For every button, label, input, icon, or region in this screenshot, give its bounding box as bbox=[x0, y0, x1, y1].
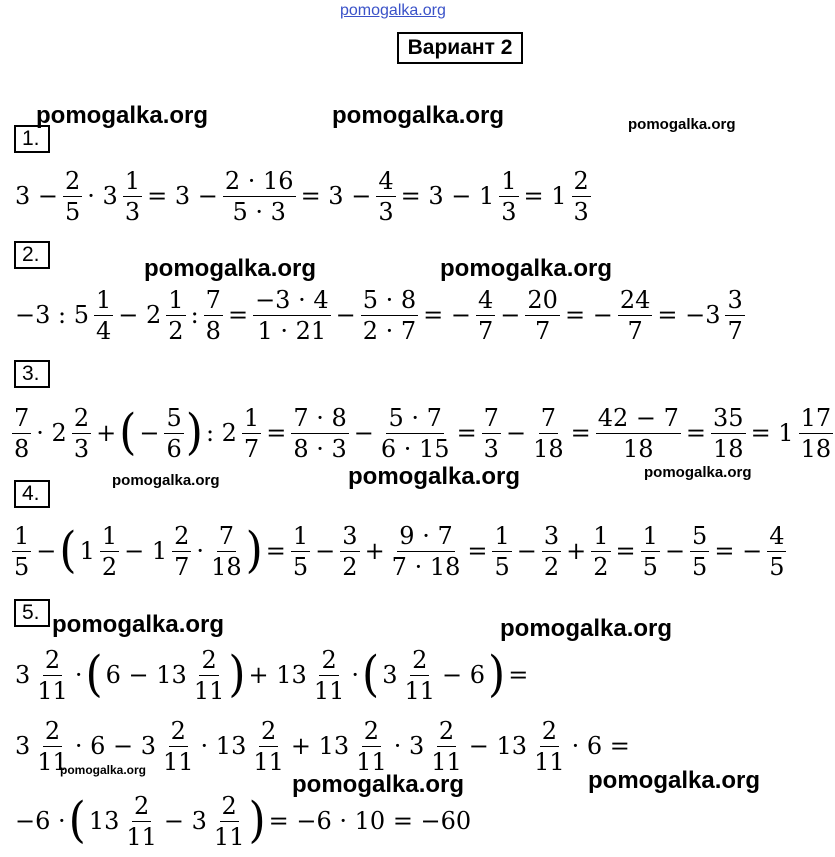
watermark: pomogalka.org bbox=[500, 615, 673, 642]
problem-number: 5. bbox=[14, 599, 50, 627]
equation-2: −3 : 5 $\frac{1}{4}$ − 2 $\frac{1}{2}$ : $\frac{7}{8}$ = $\frac{-3 \cdot 4}{1 \cdot 21}$ − $\frac{5 \cdot 8}{2 \cdot 7}$ = − $\frac{4}{7}$ − $\frac{20}{7}$ = − $\frac{24}{7}$ = −3 $\frac{3}{7}$ bbox=[15, 285, 743, 345]
watermark: pomogalka.org bbox=[348, 463, 521, 490]
watermark: pomogalka.org bbox=[144, 255, 317, 282]
watermark: pomogalka.org bbox=[644, 464, 752, 481]
equation-5-line-3: −6 · ( 13 $\frac{2}{11}$ − 3 $\frac{2}{11}$ ) = −6 · 10 = −60 bbox=[15, 791, 472, 851]
watermark: pomogalka.org bbox=[440, 255, 613, 282]
equation-3: $\frac{7}{8}$ · 2 $\frac{2}{3}$ + ( − $\frac{5}{6}$ ) : 2 $\frac{1}{7}$ = $\frac{7 \cdot 8}{8 \cdot 3}$ − $\frac{5 \cdot 7}{6 \cdot 15}$ = $\frac{7}{3}$ − $\frac{7}{18}$ = $\frac{42 - 7}{18}$ = $\frac{35}{18}$ = 1 $\frac{17}{18}$ bbox=[14, 403, 832, 463]
page-title: Вариант 2 bbox=[397, 32, 523, 64]
problem-number: 1. bbox=[14, 125, 50, 153]
equation-5-line-1: 3 $\frac{2}{11}$ · ( 6 − 13 $\frac{2}{11}$ ) + 13 $\frac{2}{11}$ · ( 3 $\frac{2}{11}$ − 6 ) = bbox=[15, 645, 529, 705]
watermark: pomogalka.org bbox=[112, 472, 220, 489]
watermark: pomogalka.org bbox=[36, 102, 209, 129]
watermark: pomogalka.org bbox=[628, 116, 736, 133]
problem-number: 3. bbox=[14, 360, 50, 388]
watermark: pomogalka.org bbox=[588, 767, 761, 794]
problem-number: 4. bbox=[14, 480, 50, 508]
equation-4: $\frac{1}{5}$ − ( 1 $\frac{1}{2}$ − 1 $\frac{2}{7}$ · $\frac{7}{18}$ ) = $\frac{1}{5}$ − $\frac{3}{2}$ + $\frac{9 \cdot 7}{7 \cdot 18}$ = $\frac{1}{5}$ − $\frac{3}{2}$ + $\frac{1}{2}$ = $\frac{1}{5}$ − $\frac{5}{5}$ = − $\frac{4}{5}$ bbox=[14, 521, 785, 581]
watermark-top: pomogalka.org bbox=[340, 2, 446, 19]
watermark: pomogalka.org bbox=[292, 771, 465, 798]
watermark: pomogalka.org bbox=[332, 102, 505, 129]
watermark: pomogalka.org bbox=[60, 763, 147, 777]
equation-1: 3 − $\frac{2}{5}$ · 3 $\frac{1}{3}$ = 3 − $\frac{2 \cdot 16}{5 \cdot 3}$ = 3 − $\frac{4}{3}$ = 3 − 1 $\frac{1}{3}$ = 1 $\frac{2}{3}$ bbox=[15, 166, 589, 226]
watermark: pomogalka.org bbox=[52, 611, 225, 638]
problem-number: 2. bbox=[14, 241, 50, 269]
equation-5-line-2: 3 $\frac{2}{11}$ · 6 − 3 $\frac{2}{11}$ · 13 $\frac{2}{11}$ + 13 $\frac{2}{11}$ · 3 $\frac{2}{11}$ − 13 $\frac{2}{11}$ · 6 = bbox=[15, 716, 630, 776]
